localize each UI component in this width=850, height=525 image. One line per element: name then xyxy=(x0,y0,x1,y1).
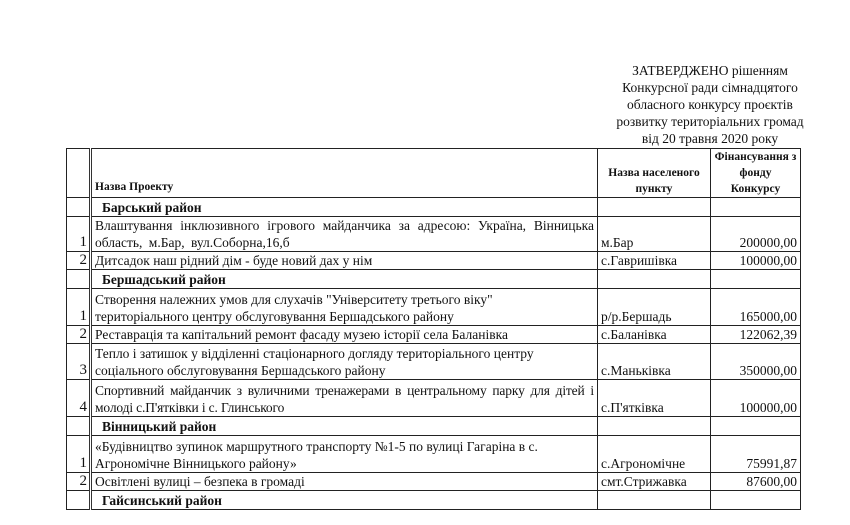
row-number: 3 xyxy=(67,344,91,380)
settlement: с.Гавришівка xyxy=(598,252,711,270)
table-row xyxy=(67,436,801,473)
header-number xyxy=(67,149,91,198)
district-row xyxy=(67,198,801,217)
funding: 200000,00 xyxy=(711,217,801,252)
table-row xyxy=(67,289,801,326)
table-row xyxy=(67,326,801,344)
settlement: с.Маньківка xyxy=(598,344,711,380)
district-row xyxy=(67,270,801,289)
district-row xyxy=(67,417,801,436)
header-settlement: Назва населеного пункту xyxy=(598,149,711,198)
project-name: Влаштування інклюзивного ігрового майданчика за адресою: Україна, Вінницька область, м.Бар, вул.Соборна,16,б xyxy=(91,217,598,252)
district-name: Барський район xyxy=(91,198,598,217)
funding: 100000,00 xyxy=(711,380,801,417)
table-row xyxy=(67,380,801,417)
row-number: 2 xyxy=(67,326,91,344)
funding: 165000,00 xyxy=(711,289,801,326)
table-row xyxy=(67,344,801,380)
settlement: с.Баланівка xyxy=(598,326,711,344)
settlement: р/р.Бершадь xyxy=(598,289,711,326)
approval-line: розвитку територіальних громад xyxy=(616,114,804,129)
table-row xyxy=(67,217,801,252)
project-name: «Будівництво зупинок маршрутного транспорту №1-5 по вулиці Гагаріна в с. Агрономічне Вінницького району» xyxy=(91,436,598,473)
projects-table xyxy=(66,148,801,510)
project-name: Тепло і затишок у відділенні стаціонарного догляду територіального центру соціального обслуговування Бершадського району xyxy=(91,344,598,380)
approval-line: Конкурсної ради сімнадцятого xyxy=(622,80,798,95)
funding: 75991,87 xyxy=(711,436,801,473)
table-row xyxy=(67,473,801,491)
settlement: с.Агрономічне xyxy=(598,436,711,473)
approval-line: ЗАТВЕРДЖЕНО рішенням xyxy=(632,63,788,78)
district-row xyxy=(67,491,801,510)
district-name: Вінницький район xyxy=(91,417,598,436)
district-name: Гайсинський район xyxy=(91,491,598,510)
funding: 87600,00 xyxy=(711,473,801,491)
header-project-name: Назва Проекту xyxy=(91,149,598,198)
approval-line: обласного конкурсу проєктів xyxy=(627,97,793,112)
project-name: Створення належних умов для слухачів "Університету третього віку" територіального центру обслуговування Бершадського району xyxy=(91,289,598,326)
district-name: Бершадський район xyxy=(91,270,598,289)
settlement: смт.Стрижавка xyxy=(598,473,711,491)
table-row xyxy=(67,252,801,270)
row-number: 4 xyxy=(67,380,91,417)
row-number: 1 xyxy=(67,217,91,252)
approval-stamp xyxy=(570,62,850,147)
header-funding: Фінансування з фонду Конкурсу xyxy=(711,149,801,198)
settlement: м.Бар xyxy=(598,217,711,252)
table-header-row xyxy=(67,149,801,198)
project-name: Освітлені вулиці – безпека в громаді xyxy=(91,473,598,491)
row-number: 1 xyxy=(67,289,91,326)
row-number: 2 xyxy=(67,252,91,270)
funding: 122062,39 xyxy=(711,326,801,344)
approval-line: від 20 травня 2020 року xyxy=(641,131,779,146)
project-name: Реставрація та капітальний ремонт фасаду музею історії села Баланівка xyxy=(91,326,598,344)
funding: 100000,00 xyxy=(711,252,801,270)
settlement: с.П'ятківка xyxy=(598,380,711,417)
funding: 350000,00 xyxy=(711,344,801,380)
project-name: Спортивний майданчик з вуличними тренажерами в центральному парку для дітей і молоді с.П'ятківки і с. Глинського xyxy=(91,380,598,417)
project-name: Дитсадок наш рідний дім - буде новий дах у нім xyxy=(91,252,598,270)
row-number: 1 xyxy=(67,436,91,473)
row-number: 2 xyxy=(67,473,91,491)
